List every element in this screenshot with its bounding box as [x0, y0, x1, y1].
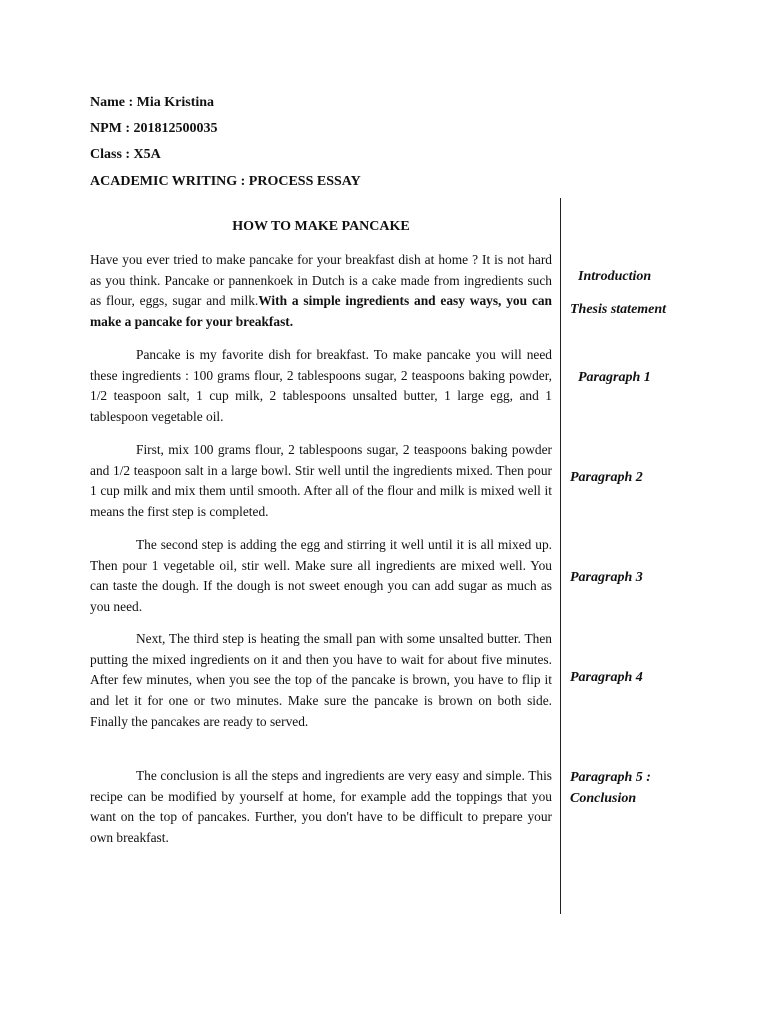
body-paragraph-2: First, mix 100 grams flour, 2 tablespoons sugar, 2 teaspoons baking powder and 1/2 teaspoon salt in a large bowl. Stir well until the ingredients mixed. Then pour 1 cup milk and mix them until smooth. After all of the flour and milk is mixed well it means the first step is completed. — [90, 442, 552, 520]
label-paragraph-2: Paragraph 2 — [570, 470, 643, 485]
course-title: ACADEMIC WRITING : PROCESS ESSAY — [90, 174, 361, 189]
label-thesis-statement: Thesis statement — [570, 302, 667, 317]
label-paragraph-3: Paragraph 3 — [570, 570, 643, 585]
student-npm: NPM : 201812500035 — [90, 121, 218, 136]
essay-title: HOW TO MAKE PANCAKE — [232, 219, 410, 234]
conclusion-paragraph: The conclusion is all the steps and ingredients are very easy and simple. This recipe can be modified by yourself at home, for example add the toppings that you want on the top of pancakes. Further, you don't have to be difficult to prepare your own breakfast. — [90, 768, 552, 846]
body-paragraph-3: The second step is adding the egg and stirring it well until it is all mixed up. Then pour 1 vegetable oil, stir well. Make sure all ingredients are mixed well. You can taste the dough. If the dough is not sweet enough you can add sugar as much as you need. — [90, 537, 552, 615]
body-paragraph-1: Pancake is my favorite dish for breakfast. To make pancake you will need these ingredients : 100 grams flour, 2 tablespoons sugar, 2 teaspoons baking powder, 1/2 teaspoon salt, 1 cup milk, 2 tablespoons unsalted butter, 1 large egg, and 1 tablespoon vegetable oil. — [90, 347, 552, 425]
label-paragraph-4: Paragraph 4 — [570, 670, 643, 685]
thesis-statement: With a simple ingredients and easy ways, you can make a pancake for your breakfast. — [90, 293, 552, 330]
label-introduction: Introduction — [578, 269, 652, 284]
intro-paragraph — [90, 250, 552, 333]
body-paragraph-4: Next, The third step is heating the small pan with some unsalted butter. Then putting the mixed ingredients on it and then you have to wait for about five minutes. After few minutes, when you see the top of the pancake is brown, you have to flip it and let it for one or two minutes. Make sure the pancake is brown on both side. Finally the pancakes are ready to served. — [90, 631, 552, 729]
margin-divider — [560, 198, 561, 914]
student-name: Name : Mia Kristina — [90, 95, 215, 110]
intro-text: Have you ever tried to make pancake for your breakfast dish at home ? It is not hard as you think. Pancake or pannenkoek in Dutch is a cake made from ingredients such as flour, eggs, sugar and milk. — [90, 252, 552, 309]
student-class: Class : X5A — [90, 147, 161, 162]
label-paragraph-5: Paragraph 5 : — [570, 770, 651, 785]
label-paragraph-1: Paragraph 1 — [578, 370, 651, 385]
label-conclusion: Conclusion — [570, 791, 637, 806]
